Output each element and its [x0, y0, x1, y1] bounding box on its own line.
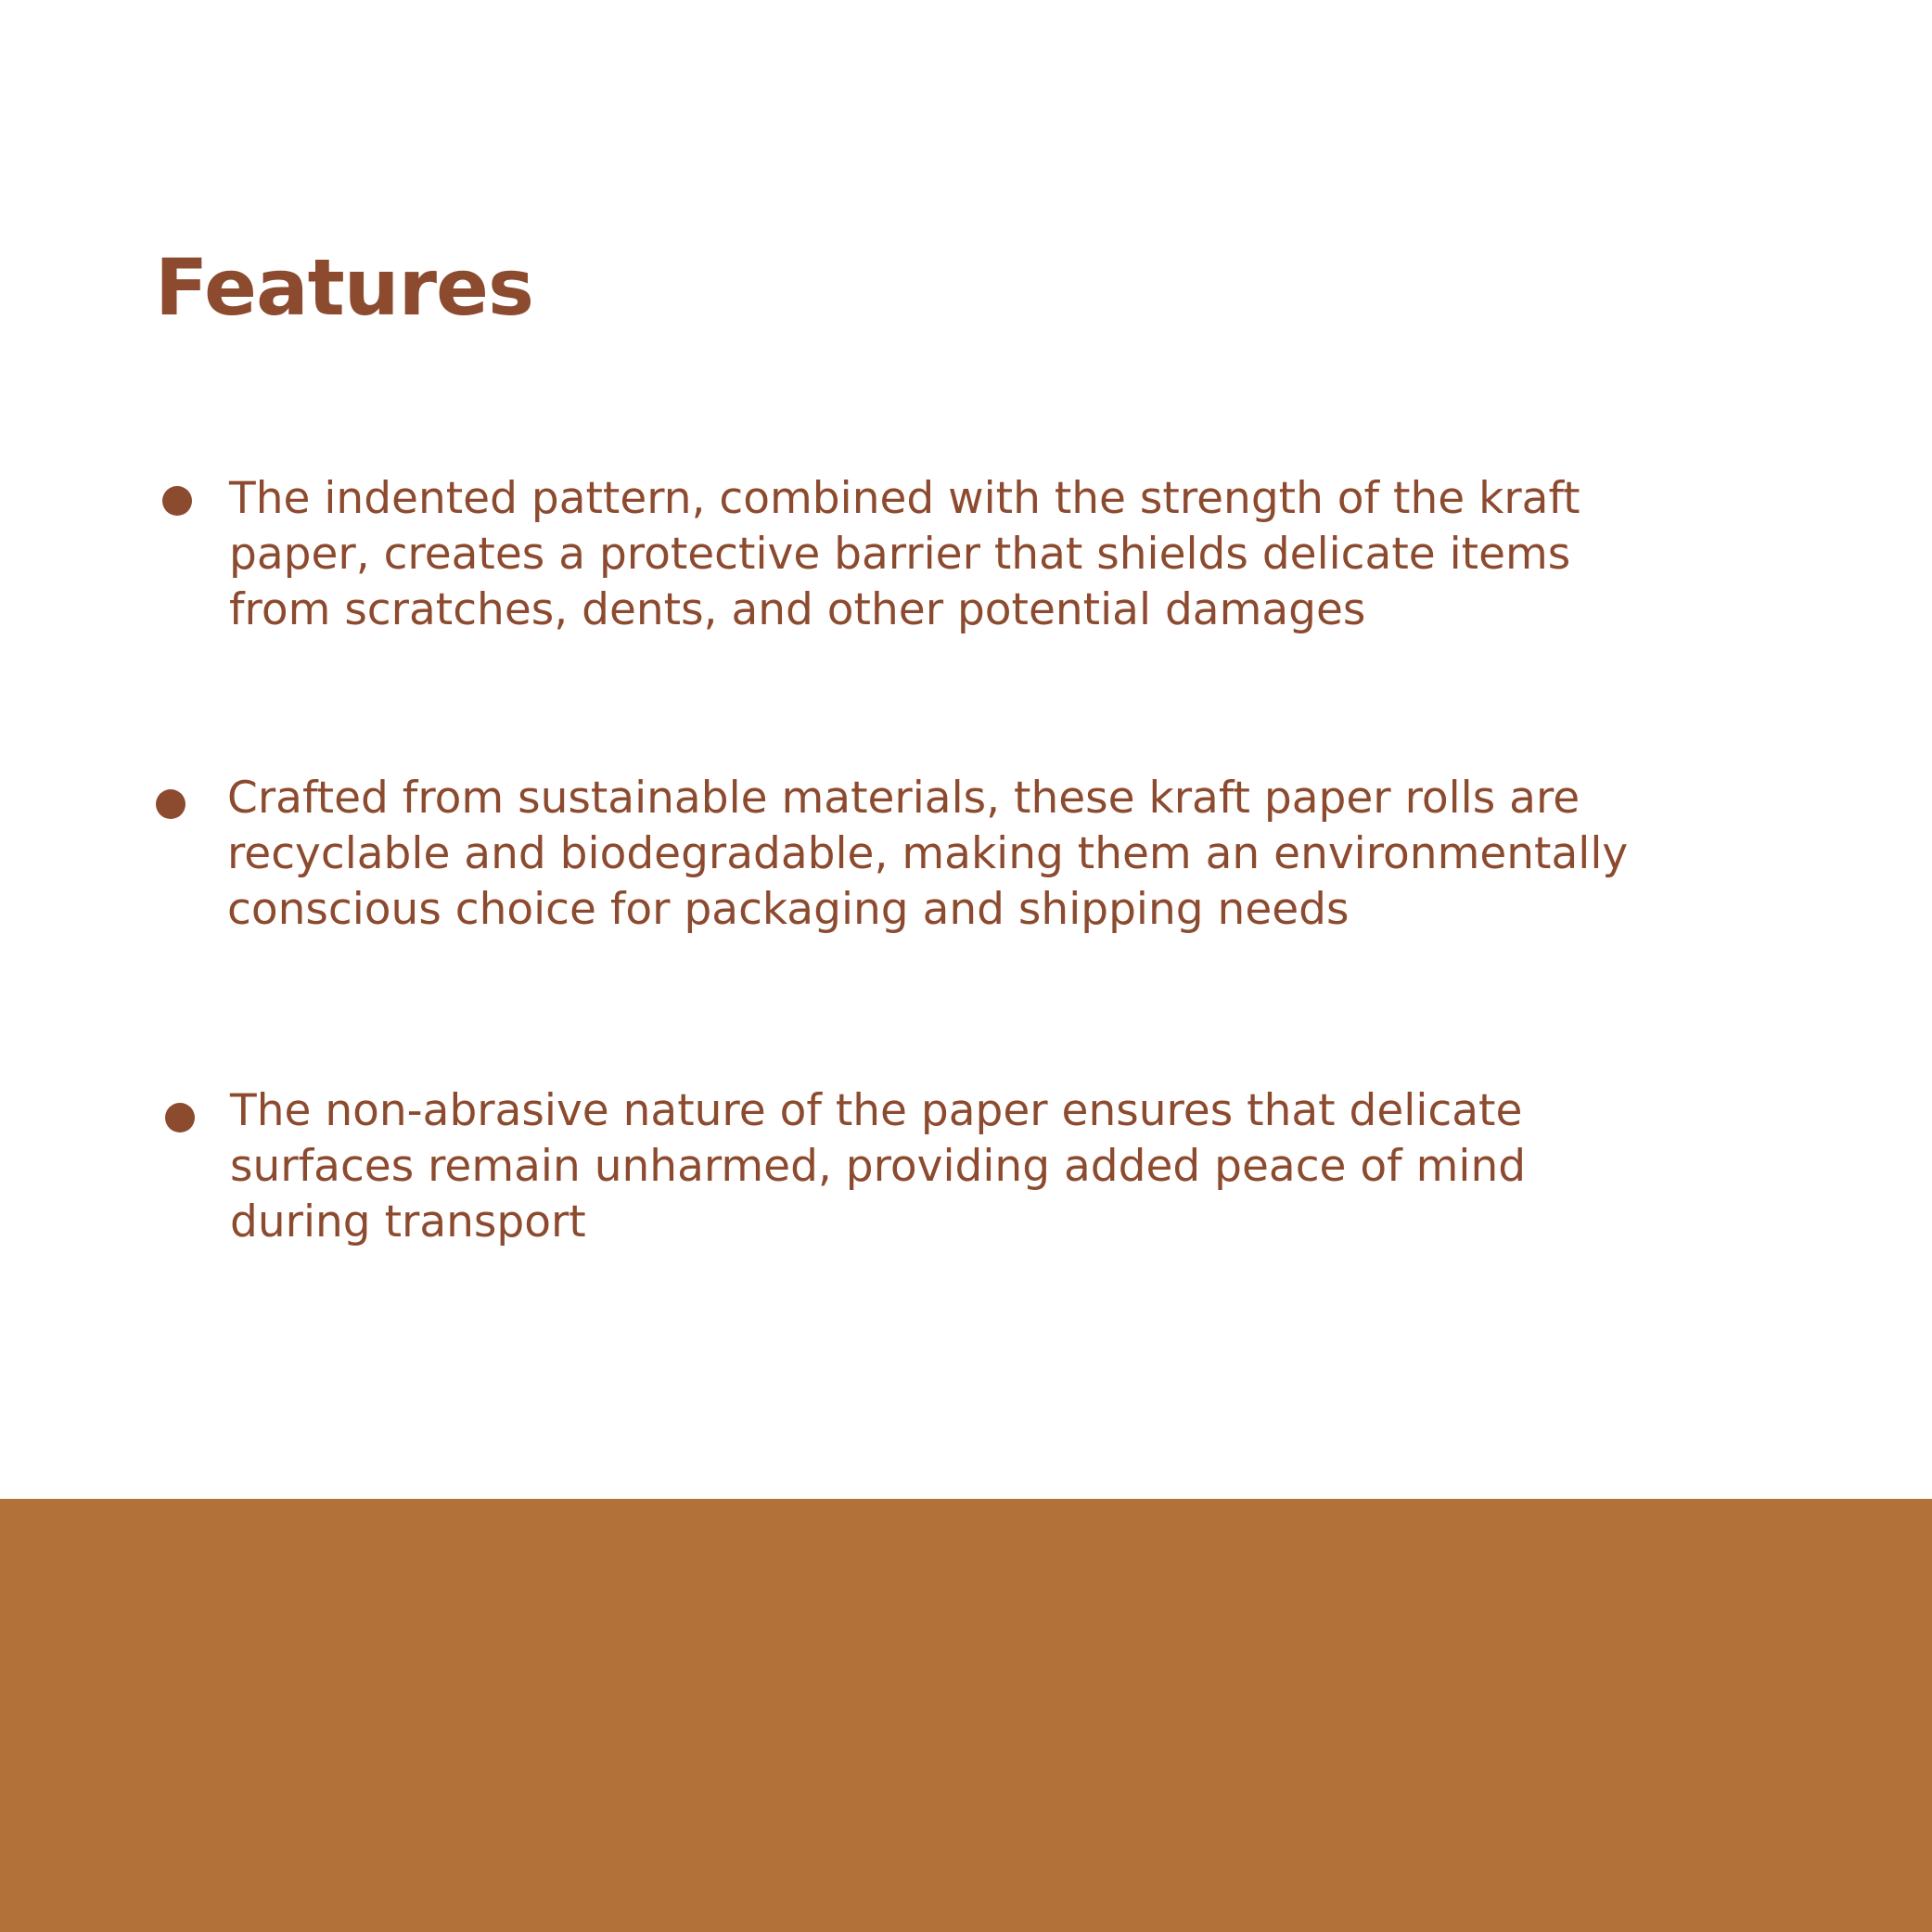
bullet-icon [165, 1103, 195, 1132]
feature-text: The non-abrasive nature of the paper ensures that delicate surfaces remain unharmed, providing added peace of mind during transport [230, 1085, 1527, 1247]
feature-text: Crafted from sustainable materials, these kraft paper rolls are recyclable and biodegradable, making them an environmentally conscious choice for packaging and shipping needs [227, 773, 1629, 935]
footer-color-band [0, 1499, 1932, 1932]
bullet-icon [156, 789, 186, 819]
feature-item [229, 471, 1862, 647]
bullet-icon [162, 486, 192, 516]
feature-item [230, 1083, 1862, 1260]
feature-text: The indented pattern, combined with the strength of the kraft paper, creates a protective barrier that shields delicate items from scratches, dents, and other potential damages [229, 473, 1580, 635]
page-title: Features [155, 242, 533, 333]
feature-item [227, 771, 1860, 947]
